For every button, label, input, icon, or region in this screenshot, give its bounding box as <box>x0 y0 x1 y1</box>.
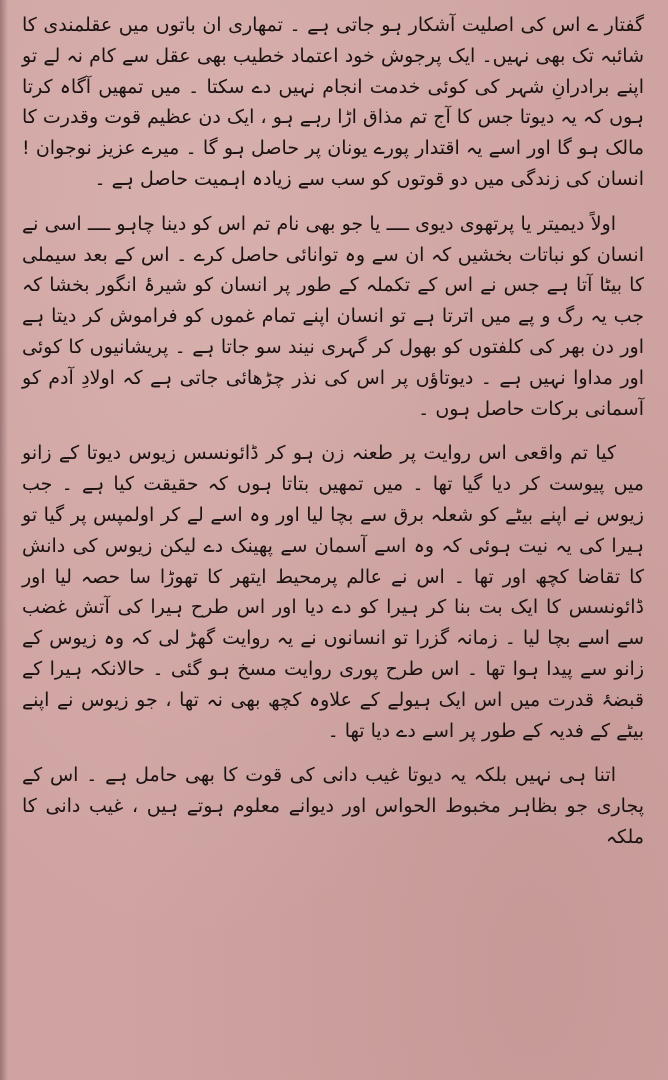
paragraph-3: کیا تم واقعی اس روایت پر طعنہ زن ہو کر ڈائونسس زیوس دیوتا کے زانو میں پیوست کر دیا گیا تھا ۔ میں تمھیں بتاتا ہوں کہ حقیقت کیا ہے ۔ جب زیوس نے اپنے بیٹے کو شعلہ برق سے بچا لیا اور وہ اسے لے کر اولمپس پر گیا تو ہیرا کی یہ نیت ہوئی کہ وہ اسے آسمان سے پھینک دے لیکن زیوس کی دانش کا تقاضا کچھ اور تھا ۔ اس نے عالم پرمحیط ایتھر کا تھوڑا سا حصہ لیا اور ڈائونسس کا ایک بت بنا کر ہیرا کو دے دیا اور اس طرح ہیرا کی آتش غضب سے اسے بچا لیا ۔ زمانہ گزرا تو انسانوں نے یہ روایت گھڑ لی کہ وہ زیوس کے زانو سے پیدا ہوا تھا ۔ اس طرح پوری روایت مسخ ہو گئی ۔ حالانکہ ہیرا کے قبضۂ قدرت میں اس ایک ہیولے کے علاوہ کچھ بھی نہ تھا ، جو زیوس نے اپنے بیٹے کے فدیہ کے طور پر اسے دے دیا تھا ۔ <box>22 442 644 742</box>
paragraph-spacer <box>22 424 644 438</box>
page-gutter-shadow <box>0 0 8 1080</box>
paragraph-4: اتنا ہی نہیں بلکہ یہ دیوتا غیب دانی کی قوت کا بھی حامل ہے ۔ اس کے پجاری جو بظاہر مخبوط الحواس اور دیوانے معلوم ہوتے ہیں ، غیب دانی کا ملکہ <box>22 764 644 848</box>
urdu-text-body <box>22 10 644 853</box>
paragraph-1: گفتار ے اس کی اصلیت آشکار ہو جاتی ہے ۔ تمھاری ان باتوں میں عقلمندی کا شائبہ تک بھی نہیں۔ ایک پرجوش خود اعتماد خطیب بھی عقل سے کام نہ لے تو اپنے برادرانِ شہر کی کوئی خدمت انجام نہیں دے سکتا ۔ میں تمھیں آگاہ کرتا ہوں کہ یہ دیوتا جس کا آج تم مذاق اڑا رہے ہو ، ایک دن عظیم قوت وقدرت کا مالک ہو گا اور اسے یہ اقتدار پورے یونان پر حاصل ہو گا ۔ میرے عزیز نوجوان ! انسان کی زندگی میں دو قوتوں کو سب سے زیادہ اہمیت حاصل ہے ۔ <box>22 14 644 190</box>
paragraph-spacer <box>22 195 644 209</box>
paragraph-2: اولاً دیمیتر یا پرتھوی دیوی ــــ یا جو بھی نام تم اس کو دینا چاہو ــــ اسی نے انسان کو نباتات بخشیں کہ ان سے وہ توانائی حاصل کرے ۔ اس کے بعد سیملی کا بیٹا آتا ہے جس نے اس کے تکملہ کے طور پر انسان کو شیرۂ انگور بخشا کہ جب یہ رگ و پے میں اترتا ہے تو انسان اپنے تمام غموں کو فراموش کر دیتا ہے اور دن بھر کی کلفتوں کو بھول کر گہری نیند سو جاتا ہے ۔ پریشانیوں کا کوئی اور مداوا نہیں ہے ۔ دیوتاؤں پر اس کی نذر چڑھائی جاتی ہے کہ اولادِ آدم کو آسمانی برکات حاصل ہوں ۔ <box>22 212 644 420</box>
paragraph-spacer <box>22 746 644 760</box>
